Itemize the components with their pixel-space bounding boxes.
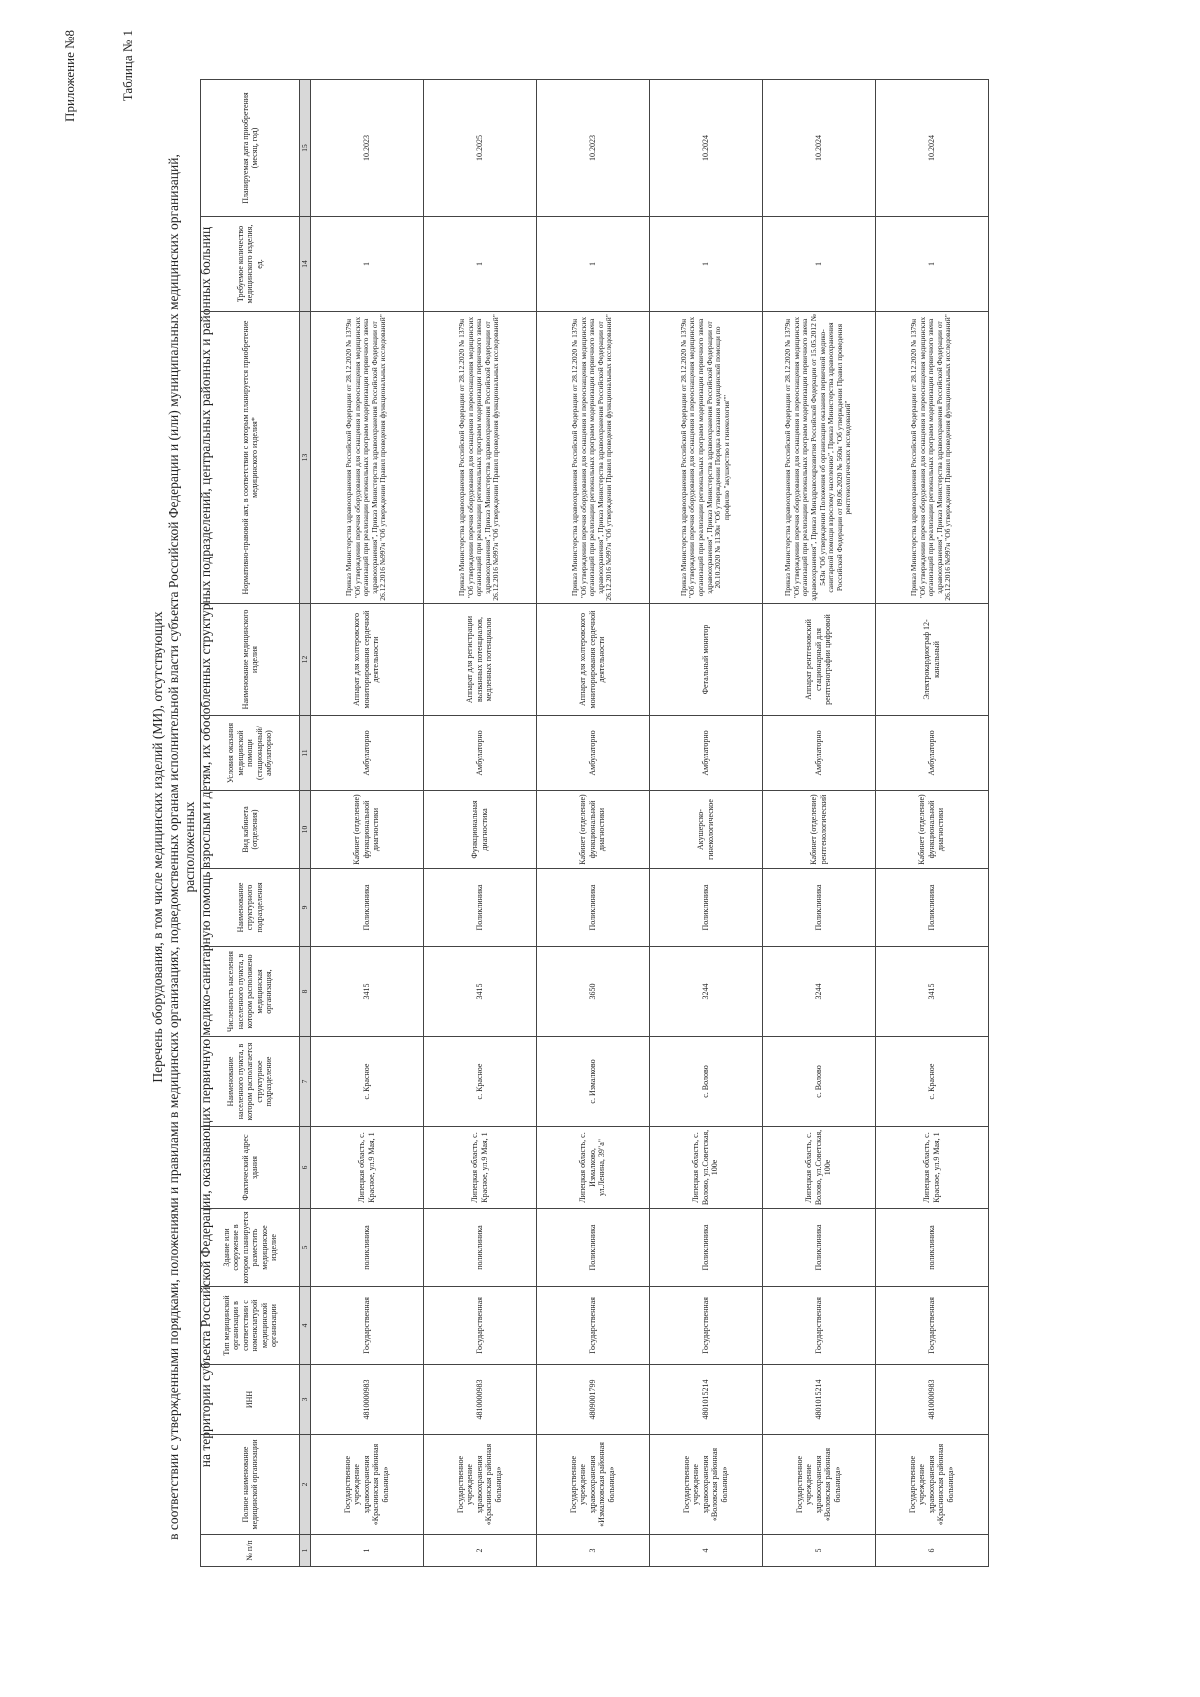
structural-unit-cell: Поликлиника bbox=[536, 869, 649, 947]
table-body bbox=[310, 80, 988, 1567]
inn-cell: 4801015214 bbox=[762, 1365, 875, 1435]
column-header: № п/п bbox=[201, 1535, 300, 1567]
column-number: 4 bbox=[300, 1287, 311, 1365]
quantity-cell: 1 bbox=[762, 217, 875, 312]
column-header: Здание или сооружение в котором планируется разместить медицинское изделие bbox=[201, 1209, 300, 1287]
population-cell: 3650 bbox=[536, 947, 649, 1037]
title-line: в соответствии с утвержденными порядками, положениями и правилами в медицинских организациях, подведомственных органам исполнительной власти субъекта Российской Федерации и (или) муниципальных медицинских организаций, расположенных bbox=[166, 154, 197, 1540]
care-conditions-cell: Амбулаторно bbox=[762, 716, 875, 791]
population-cell: 3244 bbox=[762, 947, 875, 1037]
quantity-cell: 1 bbox=[536, 217, 649, 312]
device-name-cell: Аппарат для холтеровского мониторирования сердечной деятельности bbox=[536, 604, 649, 716]
column-header: Условия оказания медицинской помощи (стационарный/амбулаторно) bbox=[201, 716, 300, 791]
room-type-cell: Функциональная диагностика bbox=[423, 791, 536, 869]
population-cell: 3244 bbox=[649, 947, 762, 1037]
column-number: 13 bbox=[300, 312, 311, 604]
building-cell: Поликлиника bbox=[536, 1209, 649, 1287]
room-type-cell: Кабинет (отделение) функциональной диагностики bbox=[310, 791, 423, 869]
inn-cell: 4801015214 bbox=[649, 1365, 762, 1435]
inn-cell: 4810000983 bbox=[875, 1365, 988, 1435]
appendix-label: Приложение №8 bbox=[62, 30, 77, 122]
settlement-cell: с. Волово bbox=[762, 1037, 875, 1127]
column-header: Тип медицинской организации в соответствии с номенклатурой медицинской организации bbox=[201, 1287, 300, 1365]
legal-act-cell: Приказ Министерства здравоохранения Российской Федерации от 28.12.2020 № 1379н "Об утверждении перечня оборудования для оснащения и переоснащения медицинских организаций при реализации региональных программ модернизации первичного звена здравоохранения", Приказ Министерства здравоохранения Российской Федерации от 26.12.2016 №997н "Об утверждении Правил проведения функциональных исследований" bbox=[310, 312, 423, 604]
device-name-cell: Аппарат для регистрации вызванных потенциалов, медленных потенциалов bbox=[423, 604, 536, 716]
quantity-cell: 1 bbox=[875, 217, 988, 312]
row-number-cell: 3 bbox=[536, 1535, 649, 1567]
purchase-date-cell: 10.2024 bbox=[875, 80, 988, 217]
settlement-cell: с. Красное bbox=[310, 1037, 423, 1127]
header-row bbox=[201, 80, 300, 1567]
building-cell: Поликлиника bbox=[762, 1209, 875, 1287]
purchase-date-cell: 10.2023 bbox=[536, 80, 649, 217]
table-row bbox=[762, 80, 875, 1567]
title-line: на территории субъекта Российской Федерации, оказывающих первичную медико-санитарную помощь взрослым и детям, их обособленных структурных подразделений, центральных районных и районных больниц bbox=[198, 226, 213, 1468]
equipment-table bbox=[200, 79, 989, 1567]
column-number: 10 bbox=[300, 791, 311, 869]
room-type-cell: Акушерско-гинекологическое bbox=[649, 791, 762, 869]
column-header: Полное наименование медицинской организации bbox=[201, 1435, 300, 1535]
organization-name-cell: Государственное учреждение здравоохранения «Краснинская районная больница» bbox=[875, 1435, 988, 1535]
population-cell: 3415 bbox=[423, 947, 536, 1037]
column-number-row bbox=[300, 80, 311, 1567]
building-cell: Поликлиника bbox=[649, 1209, 762, 1287]
legal-act-cell: Приказ Министерства здравоохранения Российской Федерации от 28.12.2020 № 1379н "Об утверждении перечня оборудования для оснащения и переоснащения медицинских организаций при реализации региональных программ модернизации первичного звена здравоохранения", Приказ Министерства здравоохранения Российской Федерации от 26.12.2016 №997н "Об утверждении Правил проведения функциональных исследований" bbox=[536, 312, 649, 604]
legal-act-cell: Приказ Министерства здравоохранения Российской Федерации от 28.12.2020 № 1379н "Об утверждении перечня оборудования для оснащения и переоснащения медицинских организаций при реализации региональных программ модернизации первичного звена здравоохранения", Приказ Министерства здравоохранения Российской Федерации от 26.12.2016 №997н "Об утверждении Правил проведения функциональных исследований" bbox=[875, 312, 988, 604]
purchase-date-cell: 10.2024 bbox=[762, 80, 875, 217]
column-header: ИНН bbox=[201, 1365, 300, 1435]
structural-unit-cell: Поликлиника bbox=[310, 869, 423, 947]
column-header: Нормативно-правовой акт, в соответствии с которым планируется приобретение медицинского изделия* bbox=[201, 312, 300, 604]
care-conditions-cell: Амбулаторно bbox=[875, 716, 988, 791]
structural-unit-cell: Поликлиника bbox=[649, 869, 762, 947]
organization-type-cell: Государственная bbox=[762, 1287, 875, 1365]
organization-name-cell: Государственное учреждение здравоохранения «Воловская районная больница» bbox=[649, 1435, 762, 1535]
legal-act-cell: Приказ Министерства здравоохранения Российской Федерации от 28.12.2020 № 1379н "Об утверждении перечня оборудования для оснащения и переоснащения медицинских организаций при реализации региональных программ модернизации первичного звена здравоохранения", Приказ Минздравсоцразвития Российской Федерации от 15.05.2012 № 543н "Об утверждении Положения об организации оказания первичной медико-санитарной помощи взрослому населению", Приказ Министерства здравоохранения Российской Федерации от 09.06.2020 № 560н "Об утверждении Правил проведения рентгенологических исследований" bbox=[762, 312, 875, 604]
inn-cell: 4810000983 bbox=[310, 1365, 423, 1435]
organization-type-cell: Государственная bbox=[310, 1287, 423, 1365]
row-number-cell: 1 bbox=[310, 1535, 423, 1567]
column-number: 2 bbox=[300, 1435, 311, 1535]
table-row bbox=[310, 80, 423, 1567]
purchase-date-cell: 10.2024 bbox=[649, 80, 762, 217]
room-type-cell: Кабинет (отделение) функциональной диагностики bbox=[536, 791, 649, 869]
organization-name-cell: Государственное учреждение здравоохранения «Воловская районная больница» bbox=[762, 1435, 875, 1535]
column-number: 15 bbox=[300, 80, 311, 217]
building-cell: поликлиника bbox=[310, 1209, 423, 1287]
building-cell: поликлиника bbox=[423, 1209, 536, 1287]
address-cell: Липецкая область, с. Красное, ул.9 Мая, 1 bbox=[875, 1127, 988, 1209]
settlement-cell: с. Красное bbox=[423, 1037, 536, 1127]
legal-act-cell: Приказ Министерства здравоохранения Российской Федерации от 28.12.2020 № 1379н "Об утверждении перечня оборудования для оснащения и переоснащения медицинских организаций при реализации региональных программ модернизации первичного звена здравоохранения", Приказ Министерства здравоохранения Российской Федерации от 20.10.2020 № 1130н "Об утверждении Порядка оказания медицинской помощи по профилю "акушерство и гинекология"" bbox=[649, 312, 762, 604]
care-conditions-cell: Амбулаторно bbox=[649, 716, 762, 791]
column-number: 12 bbox=[300, 604, 311, 716]
column-number: 11 bbox=[300, 716, 311, 791]
column-header: Наименование медицинского изделия bbox=[201, 604, 300, 716]
column-header: Вид кабинета (отделения) bbox=[201, 791, 300, 869]
column-number: 1 bbox=[300, 1535, 311, 1567]
room-type-cell: Кабинет (отделение) рентгенологический bbox=[762, 791, 875, 869]
table-row bbox=[875, 80, 988, 1567]
organization-type-cell: Государственная bbox=[875, 1287, 988, 1365]
purchase-date-cell: 10.2025 bbox=[423, 80, 536, 217]
settlement-cell: с. Красное bbox=[875, 1037, 988, 1127]
row-number-cell: 6 bbox=[875, 1535, 988, 1567]
device-name-cell: Фетальный монитор bbox=[649, 604, 762, 716]
column-number: 14 bbox=[300, 217, 311, 312]
structural-unit-cell: Поликлиника bbox=[423, 869, 536, 947]
title-line: Перечень оборудования, в том числе медицинских изделий (МИ), отсутствующих bbox=[150, 611, 165, 1083]
row-number-cell: 5 bbox=[762, 1535, 875, 1567]
table-row bbox=[423, 80, 536, 1567]
column-number: 9 bbox=[300, 869, 311, 947]
organization-name-cell: Государственное учреждение здравоохранения «Измалковская районная больница» bbox=[536, 1435, 649, 1535]
address-cell: Липецкая область, с. Волово, ул.Советская, 100е bbox=[649, 1127, 762, 1209]
table-number-label: Таблица № 1 bbox=[120, 30, 135, 102]
inn-cell: 4809001799 bbox=[536, 1365, 649, 1435]
column-header: Требуемое количество медицинского изделия, ед. bbox=[201, 217, 300, 312]
structural-unit-cell: Поликлиника bbox=[762, 869, 875, 947]
organization-type-cell: Государственная bbox=[649, 1287, 762, 1365]
column-header: Наименование населенного пункта, в котором располагается структурное подразделение bbox=[201, 1037, 300, 1127]
care-conditions-cell: Амбулаторно bbox=[310, 716, 423, 791]
settlement-cell: с. Измалково bbox=[536, 1037, 649, 1127]
quantity-cell: 1 bbox=[649, 217, 762, 312]
device-name-cell: Электрокардиограф 12-канальный bbox=[875, 604, 988, 716]
column-header: Планируемая дата приобретения (месяц, год) bbox=[201, 80, 300, 217]
building-cell: поликлиника bbox=[875, 1209, 988, 1287]
organization-type-cell: Государственная bbox=[423, 1287, 536, 1365]
room-type-cell: Кабинет (отделение) функциональной диагностики bbox=[875, 791, 988, 869]
organization-name-cell: Государственное учреждение здравоохранения «Краснинская районная больница» bbox=[310, 1435, 423, 1535]
row-number-cell: 2 bbox=[423, 1535, 536, 1567]
structural-unit-cell: Поликлиника bbox=[875, 869, 988, 947]
column-header: Наименование структурного подразделения bbox=[201, 869, 300, 947]
address-cell: Липецкая область, с. Волово, ул.Советская, 100е bbox=[762, 1127, 875, 1209]
settlement-cell: с. Волово bbox=[649, 1037, 762, 1127]
device-name-cell: Аппарат рентгеновский стационарный для рентгенографии цифровой bbox=[762, 604, 875, 716]
column-header: Фактический адрес здания bbox=[201, 1127, 300, 1209]
column-number: 5 bbox=[300, 1209, 311, 1287]
column-number: 6 bbox=[300, 1127, 311, 1209]
quantity-cell: 1 bbox=[423, 217, 536, 312]
legal-act-cell: Приказ Министерства здравоохранения Российской Федерации от 28.12.2020 № 1379н "Об утверждении перечня оборудования для оснащения и переоснащения медицинских организаций при реализации региональных программ модернизации первичного звена здравоохранения", Приказ Министерства здравоохранения Российской Федерации от 26.12.2016 №997н "Об утверждении Правил проведения функциональных исследований" bbox=[423, 312, 536, 604]
care-conditions-cell: Амбулаторно bbox=[536, 716, 649, 791]
table-row bbox=[649, 80, 762, 1567]
address-cell: Липецкая область, с. Красное, ул.9 Мая, 1 bbox=[310, 1127, 423, 1209]
quantity-cell: 1 bbox=[310, 217, 423, 312]
address-cell: Липецкая область, с. Измалково, ул.Ленина, 39"а" bbox=[536, 1127, 649, 1209]
organization-name-cell: Государственное учреждение здравоохранения «Краснинская районная больница» bbox=[423, 1435, 536, 1535]
table-row bbox=[536, 80, 649, 1567]
column-number: 3 bbox=[300, 1365, 311, 1435]
column-number: 8 bbox=[300, 947, 311, 1037]
inn-cell: 4810000983 bbox=[423, 1365, 536, 1435]
row-number-cell: 4 bbox=[649, 1535, 762, 1567]
column-header: Численность населения населенного пункта, в котором расположено медицинская организация, bbox=[201, 947, 300, 1037]
care-conditions-cell: Амбулаторно bbox=[423, 716, 536, 791]
purchase-date-cell: 10.2023 bbox=[310, 80, 423, 217]
address-cell: Липецкая область, с. Красное, ул.9 Мая, 1 bbox=[423, 1127, 536, 1209]
device-name-cell: Аппарат для холтеровского мониторирования сердечной деятельности bbox=[310, 604, 423, 716]
population-cell: 3415 bbox=[875, 947, 988, 1037]
population-cell: 3415 bbox=[310, 947, 423, 1037]
organization-type-cell: Государственная bbox=[536, 1287, 649, 1365]
column-number: 7 bbox=[300, 1037, 311, 1127]
